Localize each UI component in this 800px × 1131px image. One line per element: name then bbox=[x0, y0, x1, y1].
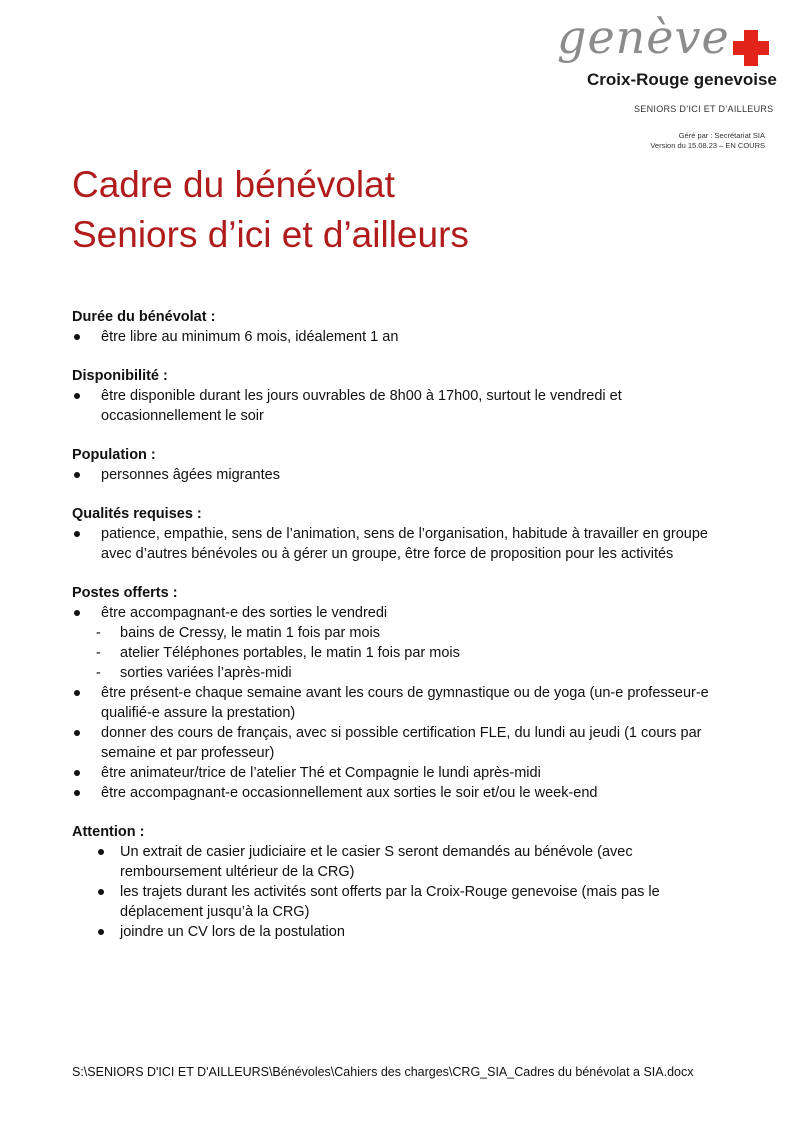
dash-marker: - bbox=[96, 665, 101, 681]
section-heading: Postes offerts : bbox=[72, 585, 178, 601]
list-item: joindre un CV lors de la postulation bbox=[72, 922, 732, 942]
title-line-1: Cadre du bénévolat bbox=[72, 164, 395, 205]
bullet-icon bbox=[74, 334, 80, 340]
document-title bbox=[72, 160, 469, 260]
list-item: patience, empathie, sens de l’animation, sens de l’organisation, habitude à travailler en groupe avec d’autres bénévoles ou à gérer un groupe, être force de proposition pour les activités bbox=[72, 524, 732, 564]
section-disponibilite bbox=[72, 366, 732, 426]
bullet-icon bbox=[74, 690, 80, 696]
list-item: les trajets durant les activités sont offerts par la Croix-Rouge genevoise (mais pas le déplacement jusqu’à la CRG) bbox=[72, 882, 732, 922]
sub-list-item: - atelier Téléphones portables, le matin 1 fois par mois bbox=[96, 645, 460, 661]
list-item: Un extrait de casier judiciaire et le casier S seront demandés au bénévole (avec remboursement ultérieur de la CRG) bbox=[72, 842, 732, 882]
logo-geneve-script: genève bbox=[557, 10, 730, 64]
section-duree bbox=[72, 307, 732, 347]
croix-rouge-logo bbox=[555, 10, 777, 124]
version-line: Version du 15.08.23 – EN COURS bbox=[650, 141, 765, 150]
list-item: être accompagnant-e occasionnellement aux sorties le soir et/ou le week-end bbox=[72, 783, 732, 803]
list-item: être disponible durant les jours ouvrables de 8h00 à 17h00, surtout le vendredi et occasionnellement le soir bbox=[72, 386, 732, 426]
section-heading: Population : bbox=[72, 447, 156, 463]
file-path-footer: S:\SENIORS D'ICI ET D'AILLEURS\Bénévoles\Cahiers des charges\CRG_SIA_Cadres du bénévolat a SIA.docx bbox=[72, 1065, 694, 1079]
bullet-icon bbox=[98, 929, 104, 935]
list-item: donner des cours de français, avec si possible certification FLE, du lundi au jeudi (1 cours par semaine et par professeur) bbox=[72, 723, 732, 763]
list-item: être présent-e chaque semaine avant les cours de gymnastique ou de yoga (un-e professeur-e qualifié-e assure la prestation) bbox=[72, 683, 732, 723]
logo-program-name: SENIORS D’ICI ET D’AILLEURS bbox=[634, 104, 774, 114]
bullet-icon bbox=[74, 610, 80, 616]
list-item: personnes âgées migrantes bbox=[72, 465, 732, 485]
section-heading: Attention : bbox=[72, 824, 145, 840]
bullet-icon bbox=[74, 472, 80, 478]
section-attention bbox=[72, 822, 732, 942]
title-line-2: Seniors d’ici et d’ailleurs bbox=[72, 214, 469, 255]
bullet-icon bbox=[74, 730, 80, 736]
document-body bbox=[72, 307, 732, 961]
document-meta bbox=[650, 131, 765, 151]
red-cross-icon bbox=[733, 30, 769, 66]
section-postes bbox=[72, 583, 732, 803]
managed-by: Géré par : Secrétariat SIA bbox=[678, 131, 765, 140]
section-heading: Durée du bénévolat : bbox=[72, 309, 216, 325]
section-qualites bbox=[72, 504, 732, 564]
section-population bbox=[72, 445, 732, 485]
bullet-icon bbox=[98, 849, 104, 855]
list-item: être libre au minimum 6 mois, idéalement 1 an bbox=[72, 327, 732, 347]
dash-marker: - bbox=[96, 645, 101, 661]
bullet-icon bbox=[74, 770, 80, 776]
logo-organization-name: Croix-Rouge genevoise bbox=[587, 70, 777, 89]
bullet-icon bbox=[98, 889, 104, 895]
bullet-icon bbox=[74, 393, 80, 399]
list-item: être accompagnant-e des sorties le vendredi bbox=[72, 603, 732, 623]
bullet-icon bbox=[74, 531, 80, 537]
section-heading: Qualités requises : bbox=[72, 506, 202, 522]
sub-list-item: - bains de Cressy, le matin 1 fois par mois bbox=[96, 625, 381, 641]
bullet-icon bbox=[74, 790, 80, 796]
sub-list-item: - sorties variées l’après-midi bbox=[96, 665, 292, 681]
dash-marker: - bbox=[96, 625, 101, 641]
list-item: être animateur/trice de l’atelier Thé et Compagnie le lundi après-midi bbox=[72, 763, 732, 783]
section-heading: Disponibilité : bbox=[72, 368, 168, 384]
